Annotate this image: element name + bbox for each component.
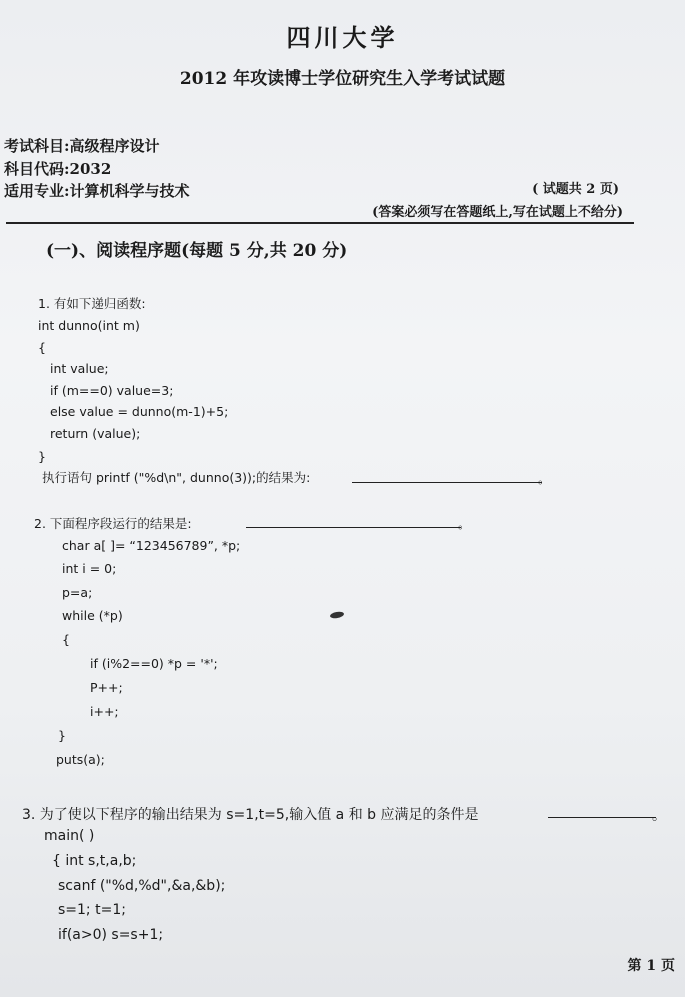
q1-code-line: return (value); bbox=[50, 426, 141, 441]
q3-code-line: main( ) bbox=[44, 828, 95, 844]
q1-code-line: } bbox=[38, 449, 46, 464]
q2-answer-blank bbox=[246, 513, 461, 528]
q2-code-line: while (*p) bbox=[62, 608, 123, 623]
subject-label: 考试科目: bbox=[4, 137, 70, 155]
major-label: 适用专业: bbox=[4, 182, 70, 200]
code-row bbox=[4, 158, 111, 179]
q2-code-line: char a[ ]= “123456789”, *p; bbox=[62, 538, 241, 553]
subject-value: 高级程序设计 bbox=[69, 137, 160, 155]
q2-code-line: } bbox=[58, 728, 66, 743]
q3-code-line: s=1; t=1; bbox=[58, 902, 126, 918]
q1-answer-blank bbox=[352, 468, 542, 483]
q1-end: 。 bbox=[538, 471, 551, 486]
q1-code-line: { bbox=[38, 340, 46, 355]
page-number: 第 1 页 bbox=[627, 958, 675, 974]
q3-prompt: 3. 为了使以下程序的输出结果为 s=1,t=5,输入值 a 和 b 应满足的条件是 bbox=[22, 807, 479, 823]
q2-code-line: if (i%2==0) *p = '*'; bbox=[90, 656, 218, 671]
answer-notice: (答案必须写在答题纸上,写在试题上不给分) bbox=[372, 205, 623, 220]
q1-prompt: 1. 有如下递归函数: bbox=[38, 296, 146, 311]
header-divider bbox=[6, 222, 634, 224]
q2-code-line: P++; bbox=[90, 680, 123, 695]
code-label: 科目代码: bbox=[4, 160, 70, 178]
page-count-note: ( 试题共 2 页) bbox=[532, 182, 619, 197]
q3-end: 。 bbox=[652, 808, 666, 824]
code-value: 2032 bbox=[69, 160, 112, 178]
q2-code-line: i++; bbox=[90, 704, 119, 719]
major-row bbox=[4, 180, 190, 201]
university-title: 四川大学 bbox=[286, 23, 399, 52]
q3-answer-blank bbox=[548, 803, 656, 818]
ink-smudge bbox=[330, 611, 345, 619]
major-value: 计算机科学与技术 bbox=[69, 182, 190, 200]
q2-end: 。 bbox=[458, 516, 471, 531]
q1-code-line: else value = dunno(m-1)+5; bbox=[50, 404, 229, 419]
q1-code-line: int value; bbox=[50, 361, 109, 376]
q1-code-line: if (m==0) value=3; bbox=[50, 383, 174, 398]
section-title: (一)、阅读程序题(每题 5 分,共 20 分) bbox=[46, 241, 348, 261]
q2-code-line: int i = 0; bbox=[62, 561, 117, 576]
q3-code-line: if(a>0) s=s+1; bbox=[58, 927, 164, 943]
q2-code-line: p=a; bbox=[62, 585, 93, 600]
q3-code-line: scanf ("%d,%d",&a,&b); bbox=[58, 878, 226, 894]
q2-code-line: { bbox=[62, 632, 70, 647]
q3-code-line: { int s,t,a,b; bbox=[52, 853, 137, 869]
q1-question: 执行语句 printf ("%d\n", dunno(3));的结果为: bbox=[42, 470, 311, 485]
q2-prompt: 2. 下面程序段运行的结果是: bbox=[34, 516, 192, 531]
subject-row bbox=[4, 135, 160, 156]
q1-code-line: int dunno(int m) bbox=[38, 318, 140, 333]
q2-code-line: puts(a); bbox=[56, 752, 105, 767]
exam-title: 2012 年攻读博士学位研究生入学考试试题 bbox=[179, 69, 506, 89]
